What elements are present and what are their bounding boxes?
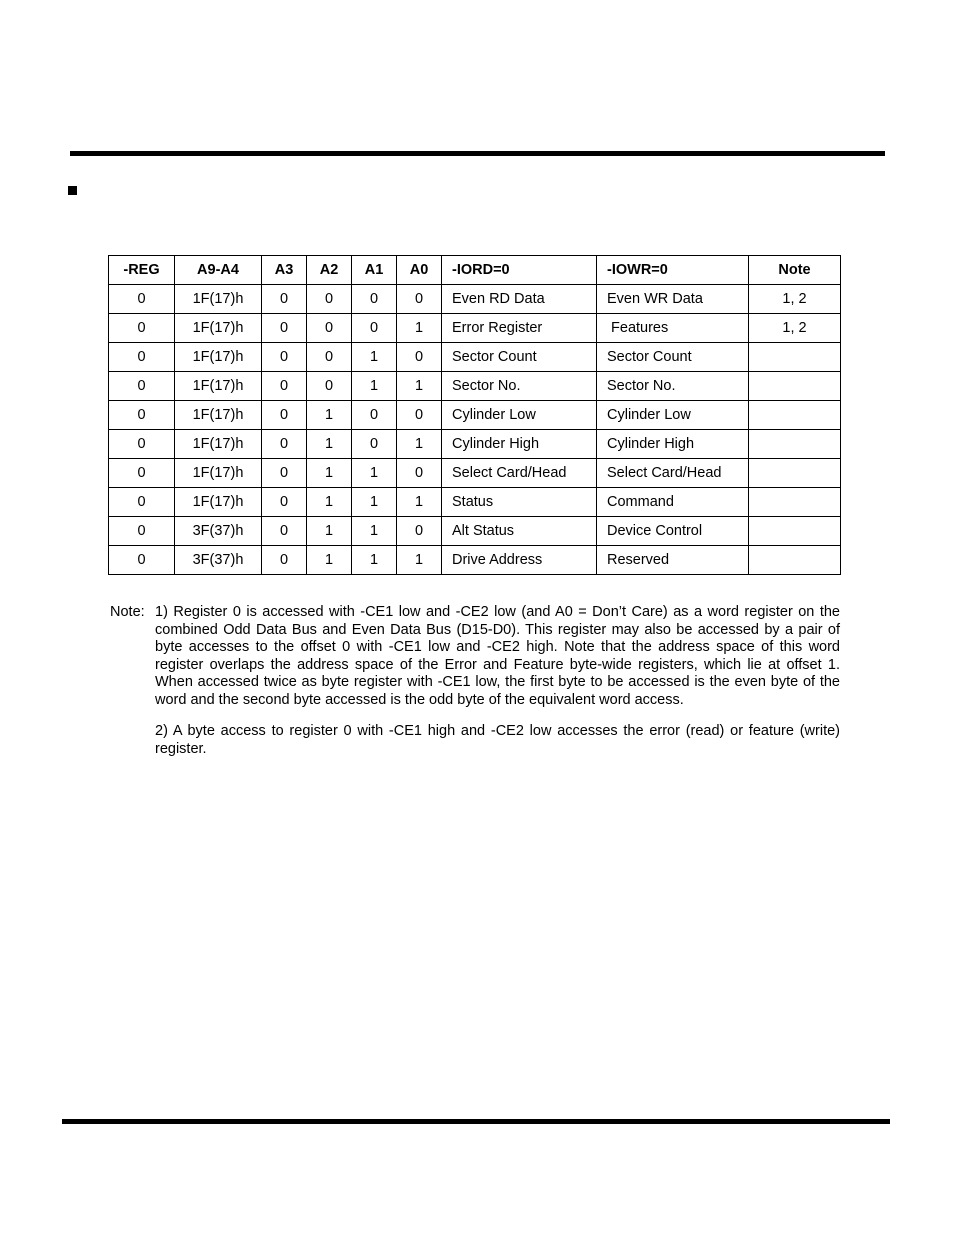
cell-reg: 0 (109, 488, 175, 517)
cell-iord: Sector No. (442, 372, 597, 401)
cell-reg: 0 (109, 372, 175, 401)
cell-iowr: Reserved (597, 546, 749, 575)
bottom-rule (62, 1119, 890, 1124)
cell-a2: 0 (307, 372, 352, 401)
cell-a0: 1 (397, 546, 442, 575)
cell-a1: 1 (352, 459, 397, 488)
cell-a1: 0 (352, 285, 397, 314)
cell-note (749, 517, 841, 546)
cell-iord: Sector Count (442, 343, 597, 372)
cell-a2: 1 (307, 546, 352, 575)
cell-iord: Select Card/Head (442, 459, 597, 488)
cell-a0: 0 (397, 343, 442, 372)
cell-iord: Alt Status (442, 517, 597, 546)
notes-section (110, 604, 840, 772)
cell-a1: 1 (352, 517, 397, 546)
cell-reg: 0 (109, 285, 175, 314)
header-iord: -IORD=0 (442, 256, 597, 285)
header-a2: A2 (307, 256, 352, 285)
top-rule (70, 151, 885, 156)
cell-note (749, 488, 841, 517)
table-row (109, 314, 841, 343)
cell-iord: Even RD Data (442, 285, 597, 314)
cell-iowr: Select Card/Head (597, 459, 749, 488)
cell-a2: 0 (307, 343, 352, 372)
cell-a0: 0 (397, 285, 442, 314)
cell-a2: 1 (307, 401, 352, 430)
table-row (109, 488, 841, 517)
table-row (109, 401, 841, 430)
table-row (109, 430, 841, 459)
cell-iowr: Sector No. (597, 372, 749, 401)
cell-reg: 0 (109, 314, 175, 343)
cell-a9-a4: 1F(17)h (175, 488, 262, 517)
cell-iowr: Cylinder Low (597, 401, 749, 430)
header-a9-a4: A9-A4 (175, 256, 262, 285)
table-row (109, 285, 841, 314)
cell-a9-a4: 1F(17)h (175, 343, 262, 372)
table-row (109, 372, 841, 401)
square-bullet-icon (68, 186, 77, 195)
note-label: Note: (110, 604, 145, 620)
cell-reg: 0 (109, 430, 175, 459)
note-item: 2) A byte access to register 0 with -CE1 high and -CE2 low accesses the error (read) or feature (write) register. (155, 723, 840, 757)
header-a0: A0 (397, 256, 442, 285)
cell-a9-a4: 3F(37)h (175, 517, 262, 546)
table-row (109, 459, 841, 488)
cell-iowr: Device Control (597, 517, 749, 546)
cell-a9-a4: 3F(37)h (175, 546, 262, 575)
cell-a0: 1 (397, 488, 442, 517)
cell-a3: 0 (262, 285, 307, 314)
cell-a1: 1 (352, 488, 397, 517)
cell-a0: 1 (397, 314, 442, 343)
cell-a3: 0 (262, 343, 307, 372)
cell-note: 1, 2 (749, 314, 841, 343)
cell-a3: 0 (262, 372, 307, 401)
cell-note (749, 372, 841, 401)
cell-a0: 1 (397, 430, 442, 459)
table-row (109, 343, 841, 372)
cell-iowr: Command (597, 488, 749, 517)
cell-a0: 1 (397, 372, 442, 401)
cell-a2: 0 (307, 314, 352, 343)
cell-iord: Status (442, 488, 597, 517)
cell-a2: 1 (307, 488, 352, 517)
cell-reg: 0 (109, 517, 175, 546)
cell-a0: 0 (397, 459, 442, 488)
cell-note (749, 430, 841, 459)
header-reg: -REG (109, 256, 175, 285)
cell-a2: 1 (307, 517, 352, 546)
cell-a2: 1 (307, 430, 352, 459)
cell-a2: 1 (307, 459, 352, 488)
cell-note (749, 401, 841, 430)
cell-a2: 0 (307, 285, 352, 314)
cell-iowr: Even WR Data (597, 285, 749, 314)
cell-a3: 0 (262, 430, 307, 459)
header-iowr: -IOWR=0 (597, 256, 749, 285)
cell-a1: 0 (352, 430, 397, 459)
cell-note (749, 343, 841, 372)
cell-a1: 1 (352, 343, 397, 372)
cell-a0: 0 (397, 401, 442, 430)
cell-note: 1, 2 (749, 285, 841, 314)
cell-a3: 0 (262, 517, 307, 546)
cell-note (749, 546, 841, 575)
register-table (108, 255, 841, 575)
cell-reg: 0 (109, 459, 175, 488)
cell-a1: 1 (352, 546, 397, 575)
table-row (109, 546, 841, 575)
cell-iord: Cylinder High (442, 430, 597, 459)
header-a3: A3 (262, 256, 307, 285)
cell-iowr: Features (597, 314, 749, 343)
note-body (155, 604, 840, 758)
cell-a3: 0 (262, 314, 307, 343)
cell-a3: 0 (262, 546, 307, 575)
cell-iowr: Sector Count (597, 343, 749, 372)
cell-iord: Error Register (442, 314, 597, 343)
cell-a1: 1 (352, 372, 397, 401)
cell-iowr: Cylinder High (597, 430, 749, 459)
cell-a3: 0 (262, 459, 307, 488)
cell-a3: 0 (262, 488, 307, 517)
cell-a9-a4: 1F(17)h (175, 372, 262, 401)
table-row (109, 517, 841, 546)
cell-iord: Cylinder Low (442, 401, 597, 430)
cell-reg: 0 (109, 343, 175, 372)
note-item: 1) Register 0 is accessed with -CE1 low and -CE2 low (and A0 = Don’t Care) as a word register on the combined Odd Data Bus and Even Data Bus (D15-D0). This register may also be accessed by a pair of byte accesses to the offset 0 with -CE1 low and -CE2 high. Note that the address space of this word register overlaps the address space of the Error and Feature byte-wide registers, which lie at offset 1. When accessed twice as byte register with -CE1 low, the first byte to be accessed is the even byte of the word and the second byte accessed is the odd byte of the equivalent word access. (155, 604, 840, 708)
table-header-row (109, 256, 841, 285)
cell-a9-a4: 1F(17)h (175, 285, 262, 314)
cell-a1: 0 (352, 314, 397, 343)
cell-a9-a4: 1F(17)h (175, 314, 262, 343)
cell-a9-a4: 1F(17)h (175, 401, 262, 430)
cell-a9-a4: 1F(17)h (175, 430, 262, 459)
cell-a1: 0 (352, 401, 397, 430)
cell-a3: 0 (262, 401, 307, 430)
cell-a9-a4: 1F(17)h (175, 459, 262, 488)
cell-reg: 0 (109, 401, 175, 430)
header-note: Note (749, 256, 841, 285)
cell-a0: 0 (397, 517, 442, 546)
cell-iord: Drive Address (442, 546, 597, 575)
header-a1: A1 (352, 256, 397, 285)
cell-note (749, 459, 841, 488)
cell-reg: 0 (109, 546, 175, 575)
